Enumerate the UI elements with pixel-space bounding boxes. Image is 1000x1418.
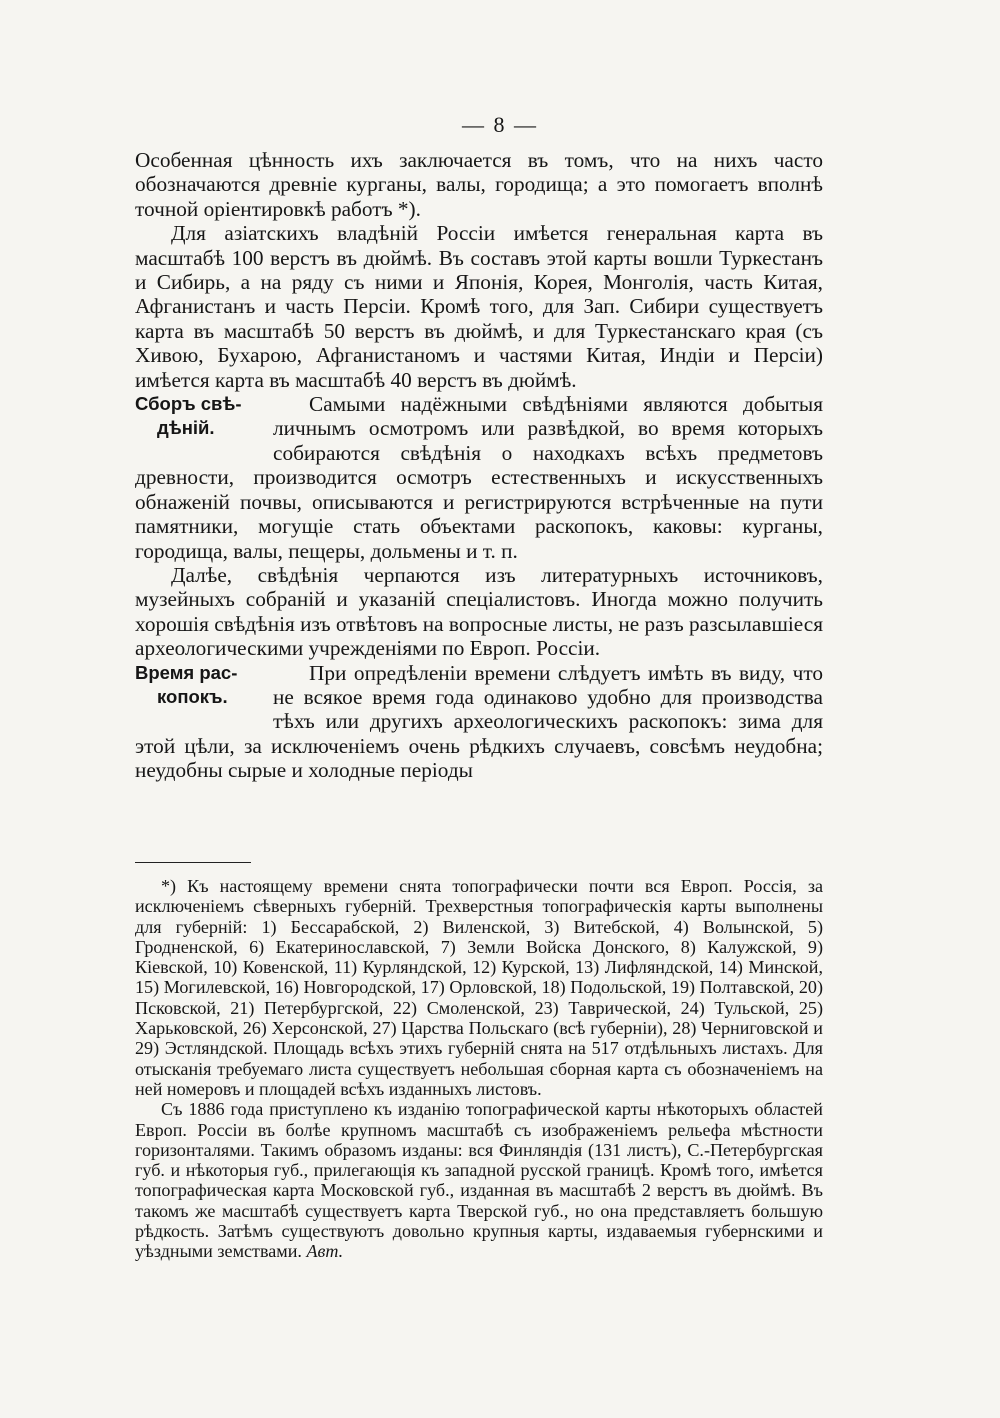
footnote-divider (135, 862, 251, 863)
sidenote-line: дѣній. (157, 417, 215, 439)
footnote-author: Авт. (306, 1241, 344, 1262)
footnote-text: Съ 1886 года приступлено къ изданію топографической карты нѣкоторыхъ областей Европ. Россіи въ болѣе крупномъ масштабѣ съ изображеніемъ рельефа мѣстности горизонталями. Такимъ образомъ изданы: вся Финляндія (131 листъ), С.-Петербургская губ. и нѣкоторыя губ., прилегающія къ западной русской границѣ. Кромѣ того, имѣется топографическая карта Московской губ., изданная въ масштабѣ 2 верстъ въ дюймѣ. Въ такомъ же масштабѣ существуетъ карта Тверской губ., но она представляетъ большую рѣдкость. Затѣмъ существуютъ довольно крупныя карты, издаваемыя губернскими и уѣздными земствами. (135, 1099, 823, 1262)
sidenote-line: Сборъ свѣ- (135, 393, 242, 415)
paragraph-asian-maps: Для азіатскихъ владѣній Россіи имѣется генеральная карта въ масштабѣ 100 верстъ въ дюймѣ. Въ составъ этой карты вошли Туркестанъ и Сибирь, а на ряду съ ними и Японія, Корея, Монголія, часть Китая, Афганистанъ и часть Персіи. Кромѣ того, для Зап. Сибири существуетъ карта въ масштабѣ 50 верстъ въ дюймѣ, и для Туркестанскаго края (съ Хивою, Бухарою, Афганистаномъ и частями Китая, Индіи и Персіи) имѣется карта въ масштабѣ 40 верстъ въ дюймѣ. (135, 221, 823, 392)
footnotes (135, 876, 823, 1262)
main-text (135, 148, 823, 783)
section-excavation-time (135, 661, 823, 783)
section-collecting-information (135, 392, 823, 563)
page-number: — 8 — (462, 112, 538, 137)
paragraph-literature-sources: Далѣе, свѣдѣнія черпаются изъ литературныхъ источниковъ, музейныхъ собраній и указаній спеціалистовъ. Иногда можно получить хорошія свѣдѣнія изъ отвѣтовъ на вопросные листы, не разъ разсылавшіеся археологическими учрежденіями по Европ. Россіи. (135, 562, 823, 661)
footnote-topographic-maps: *) Къ настоящему времени снята топографически почти вся Европ. Россія, за исключеніемъ сѣверныхъ губерній. Трехверстныя топографическія карты выполнены для губерній: 1) Бессарабской, 2) Виленской, 3) Витебской, 4) Волынской, 5) Гродненской, 6) Екатеринославской, 7) Земли Войска Донского, 8) Калужской, 9) Кіевской, 10) Ковенской, 11) Курляндской, 12) Курской, 13) Лифляндской, 14) Минской, 15) Могилевской, 16) Новгородской, 17) Орловской, 18) Подольской, 19) Полтавской, 20) Псковской, 21) Петербургской, 22) Смоленской, 23) Таврической, 24) Тульской, 25) Харьковской, 26) Херсонской, 27) Царства Польскаго (всѣ губерніи), 28) Черниговской и 29) Эстляндской. Площадь всѣхъ этихъ губерній снята на 517 отдѣльныхъ листахъ. Для отысканія требуемаго листа существуетъ небольшая сборная карта съ обозначеніемъ на ней номеровъ и площадей всѣхъ изданныхъ листовъ. (135, 876, 823, 1099)
footnote-large-scale-maps (135, 1099, 823, 1261)
sidenote-excavation-time (135, 661, 265, 734)
sidenote-line: копокъ. (157, 685, 228, 707)
sidenote-line: Время рас- (135, 661, 238, 683)
sidenote-collecting-information (135, 392, 265, 465)
paragraph-survey-info: Самыми надёжными свѣдѣніями являются добытыя личнымъ осмотромъ или развѣдкой, во время которыхъ собираются свѣдѣнія о находкахъ всѣхъ предметовъ древности, производится осмотръ естественныхъ и искусственныхъ обнаженій почвы, описываются и регистрируются встрѣченные на пути памятники, могущіе стать объектами раскопокъ, каковы: курганы, городища, валы, пещеры, дольмены и т. п. (135, 392, 823, 563)
paragraph-value-of-maps: Особенная цѣнность ихъ заключается въ томъ, что на нихъ часто обозначаются древніе курганы, валы, городища; а это помогаетъ вполнѣ точной оріентировкѣ работъ *). (135, 148, 823, 221)
paragraph-excavation-season: При опредѣленіи времени слѣдуетъ имѣть въ виду, что не всякое время года одинаково удобно для производства тѣхъ или другихъ археологическихъ раскопокъ: зима для этой цѣли, за исключеніемъ очень рѣдкихъ случаевъ, совсѣмъ неудобна; неудобны сырые и холодные періоды (135, 660, 823, 783)
